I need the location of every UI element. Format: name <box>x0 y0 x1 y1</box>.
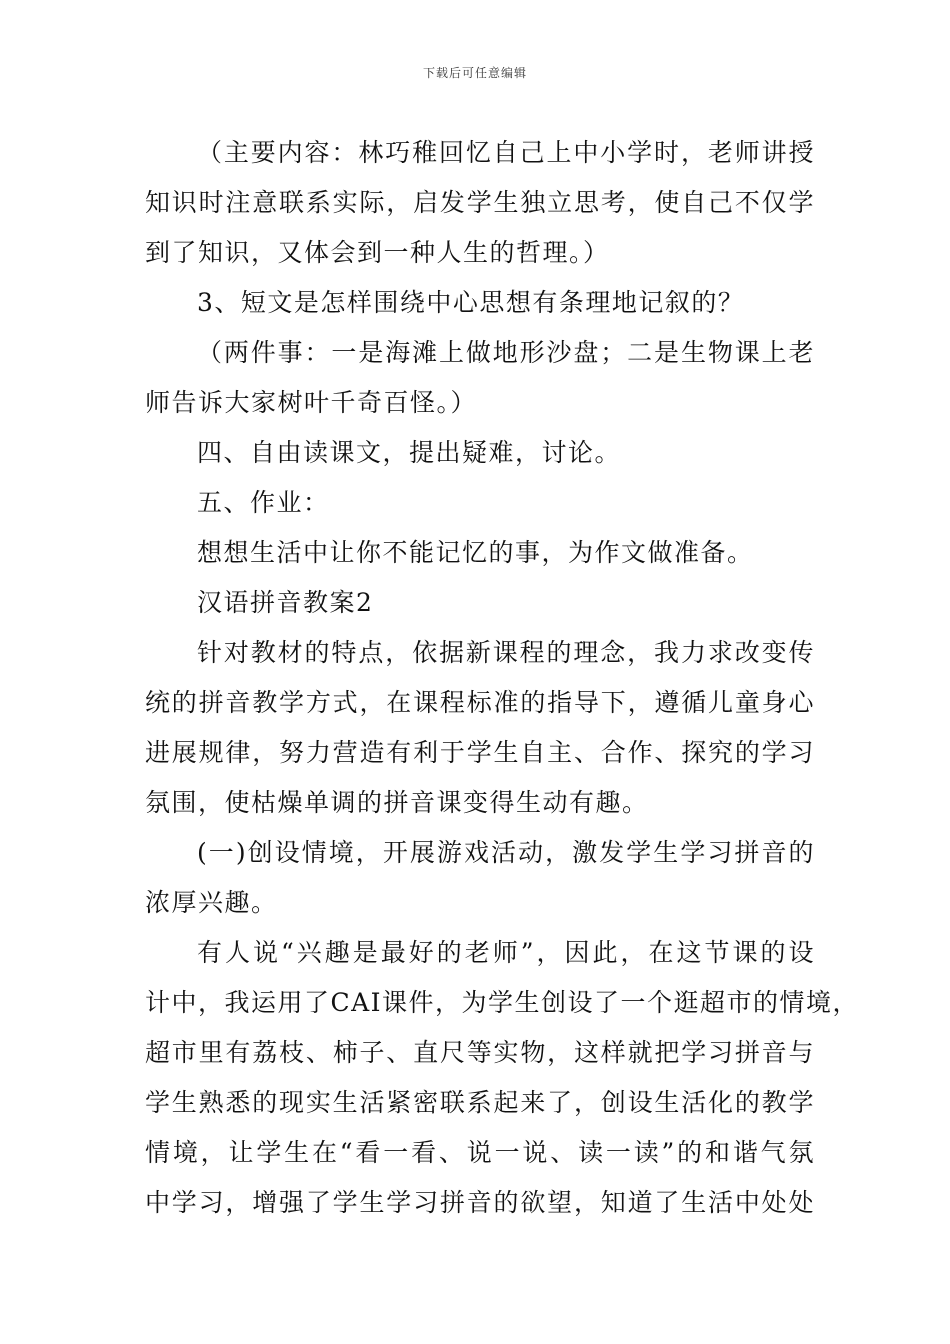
document-body <box>145 128 860 1228</box>
text-line: 计中，我运用了CAI课件，为学生创设了一个逛超市的情境， <box>145 988 860 1017</box>
text-line: 情境，让学生在“看一看、说一说、读一读”的和谐气氛 <box>145 1138 815 1167</box>
section-heading: 汉语拼音教案2 <box>197 588 374 617</box>
text-line: 五、作业： <box>197 488 330 517</box>
text-line: 中学习，增强了学生学习拼音的欲望，知道了生活中处处 <box>145 1188 815 1217</box>
text-line: 超市里有荔枝、柿子、直尺等实物，这样就把学习拼音与 <box>145 1038 815 1067</box>
text-line: 针对教材的特点，依据新课程的理念，我力求改变传 <box>197 638 815 667</box>
text-line: (一)创设情境，开展游戏活动，激发学生学习拼音的 <box>197 838 815 867</box>
text-line: 想想生活中让你不能记忆的事，为作文做准备。 <box>197 538 754 567</box>
text-line: 3、短文是怎样围绕中心思想有条理地记叙的？ <box>197 288 745 317</box>
text-line: 有人说“兴趣是最好的老师”，因此，在这节课的设 <box>197 938 815 967</box>
text-line: 进展规律，努力营造有利于学生自主、合作、探究的学习 <box>145 738 815 767</box>
text-line: 知识时注意联系实际，启发学生独立思考，使自己不仅学 <box>145 188 815 217</box>
page-header: 下载后可任意编辑 <box>422 66 527 80</box>
text-line: 氛围，使枯燥单调的拼音课变得生动有趣。 <box>145 788 649 817</box>
text-line: （两件事：一是海滩上做地形沙盘；二是生物课上老 <box>197 338 815 367</box>
text-line: 到了知识，又体会到一种人生的哲理。） <box>145 238 610 267</box>
text-line: （主要内容：林巧稚回忆自己上中小学时，老师讲授 <box>197 138 815 167</box>
text-line: 浓厚兴趣。 <box>145 888 278 917</box>
text-line: 四、自由读课文，提出疑难，讨论。 <box>197 438 622 467</box>
text-line: 学生熟悉的现实生活紧密联系起来了，创设生活化的教学 <box>145 1088 815 1117</box>
text-line: 师告诉大家树叶千奇百怪。） <box>145 388 478 417</box>
text-line: 统的拼音教学方式，在课程标准的指导下，遵循儿童身心 <box>145 688 815 717</box>
